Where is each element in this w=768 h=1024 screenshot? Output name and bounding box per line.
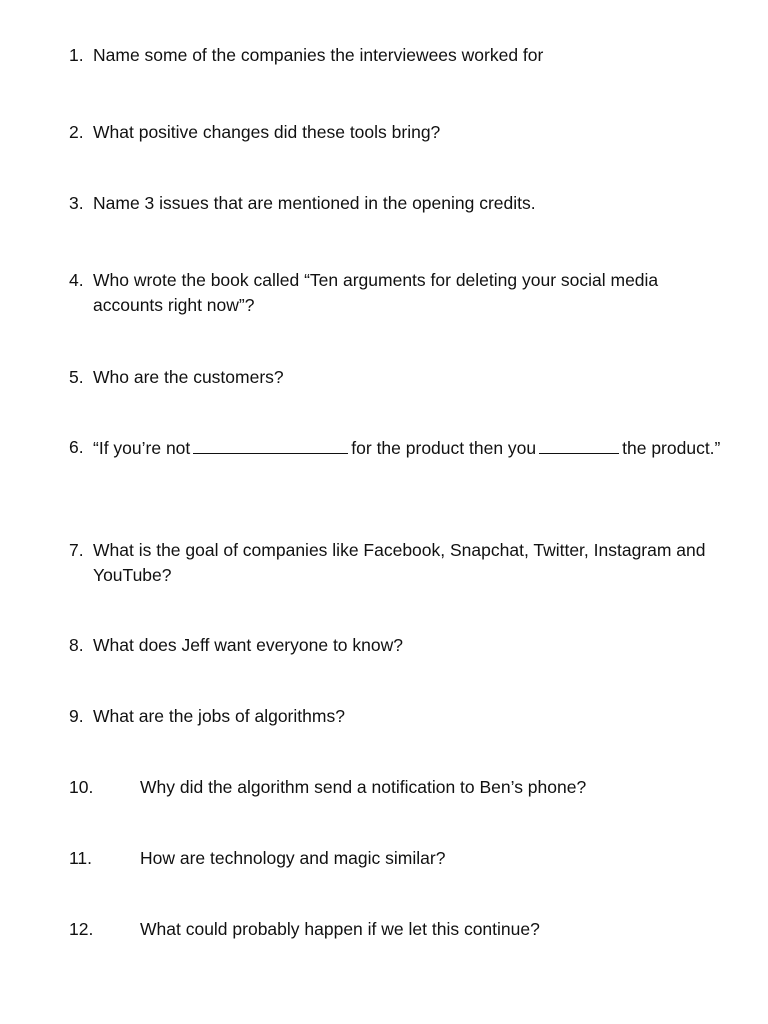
question-text-part-1: “If you’re not xyxy=(93,438,191,458)
question-number: 4. xyxy=(69,270,84,290)
question-9 xyxy=(69,704,729,729)
question-number: 1. xyxy=(69,45,84,65)
question-number: 5. xyxy=(69,367,84,387)
question-text: Who wrote the book called “Ten arguments for deleting your social media accounts right now”? xyxy=(93,270,659,315)
question-text: How are technology and magic similar? xyxy=(140,848,446,868)
question-number: 6. xyxy=(69,437,84,457)
question-number: 10. xyxy=(69,777,94,797)
question-4 xyxy=(69,268,729,318)
question-text: What positive changes did these tools bring? xyxy=(93,122,441,142)
question-number: 11. xyxy=(69,848,93,868)
question-5 xyxy=(69,365,729,390)
question-1 xyxy=(69,43,729,68)
question-text: What does Jeff want everyone to know? xyxy=(93,635,403,655)
question-text xyxy=(93,435,729,461)
question-text: Who are the customers? xyxy=(93,367,284,387)
question-2 xyxy=(69,120,729,145)
question-number: 7. xyxy=(69,540,84,560)
question-number: 3. xyxy=(69,193,84,213)
question-text: Name some of the companies the interviewees worked for xyxy=(93,45,544,65)
question-text: Name 3 issues that are mentioned in the opening credits. xyxy=(93,193,536,213)
question-text-part-2: for the product then you xyxy=(351,438,537,458)
question-text: What is the goal of companies like Facebook, Snapchat, Twitter, Instagram and YouTube? xyxy=(93,540,706,585)
question-6 xyxy=(69,435,729,461)
question-text: Why did the algorithm send a notification to Ben’s phone? xyxy=(140,777,587,797)
question-8 xyxy=(69,633,729,658)
question-text: What could probably happen if we let this continue? xyxy=(140,919,540,939)
question-12 xyxy=(69,917,729,942)
fill-in-blank-2[interactable] xyxy=(539,435,619,454)
question-number: 8. xyxy=(69,635,84,655)
question-3 xyxy=(69,191,729,216)
question-11 xyxy=(69,846,729,871)
question-number: 2. xyxy=(69,122,84,142)
question-7 xyxy=(69,538,729,588)
question-text-part-3: the product.” xyxy=(622,438,721,458)
question-10 xyxy=(69,775,729,800)
question-number: 9. xyxy=(69,706,84,726)
question-number: 12. xyxy=(69,919,94,939)
question-text: What are the jobs of algorithms? xyxy=(93,706,345,726)
fill-in-blank-1[interactable] xyxy=(193,435,348,454)
